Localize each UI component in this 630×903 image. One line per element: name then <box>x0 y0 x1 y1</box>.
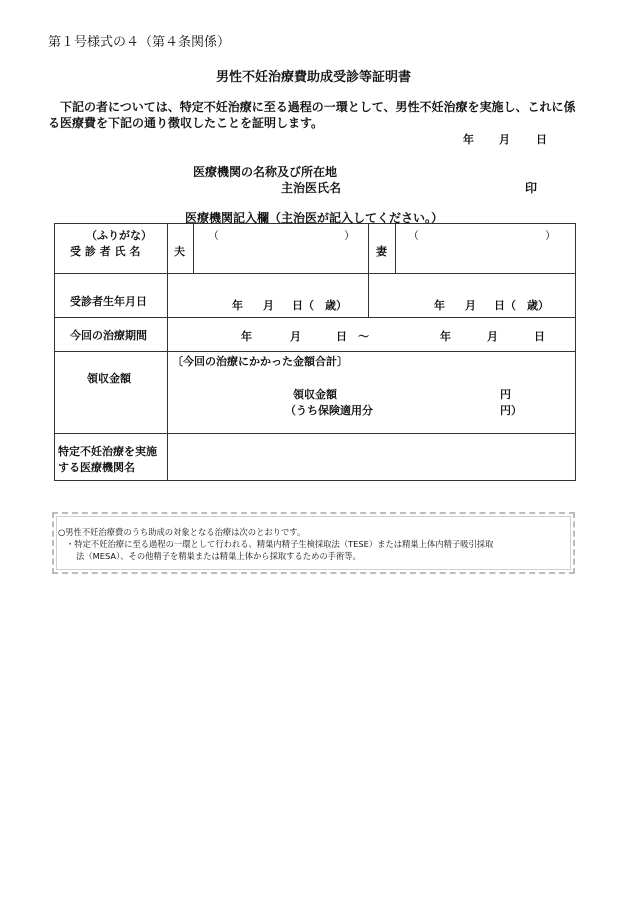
period-start-day-label: 日 <box>336 330 347 343</box>
form-number: 第１号様式の４（第４条関係） <box>48 35 231 50</box>
period-tilde: ～ <box>358 330 369 343</box>
amount-received-yen: 円 <box>500 388 511 401</box>
wife-birth-day-age-label: 日（ 歳） <box>494 299 549 312</box>
wife-birth-year-label: 年 <box>434 299 445 312</box>
table-row-divider <box>54 351 576 352</box>
husband-furigana-close-paren: ） <box>344 229 355 242</box>
table-col-divider <box>368 223 369 317</box>
wife-label: 妻 <box>376 245 387 258</box>
institution-label-line-1: 特定不妊治療を実施 <box>58 445 157 458</box>
intro-line-1: 下記の者については、特定不妊治療に至る過程の一環として、男性不妊治療を実施し、これに係 <box>60 100 576 114</box>
table-border-right <box>575 223 576 480</box>
wife-furigana-open-paren: （ <box>408 229 419 242</box>
husband-birth-day-age-label: 日（ 歳） <box>292 299 347 312</box>
period-end-day-label: 日 <box>534 330 545 343</box>
table-border-bottom <box>54 480 576 481</box>
table-row-divider <box>54 273 576 274</box>
wife-birth-month-label: 月 <box>465 299 476 312</box>
date-day-label: 日 <box>536 133 547 146</box>
husband-furigana-open-paren: （ <box>208 229 219 242</box>
date-month-label: 月 <box>499 133 510 146</box>
period-end-month-label: 月 <box>487 330 498 343</box>
husband-birth-year-label: 年 <box>232 299 243 312</box>
period-start-year-label: 年 <box>241 330 252 343</box>
seal-label: 印 <box>525 181 538 195</box>
note-line-2: ・特定不妊治療に至る過程の一環として行われる、精巣内精子生検採取法（TESE）または精巣上体内精子吸引採取 <box>66 539 494 549</box>
table-col-divider <box>167 223 168 480</box>
date-year-label: 年 <box>463 133 474 146</box>
birthdate-label: 受診者生年月日 <box>70 295 147 308</box>
table-border-left <box>54 223 55 480</box>
patient-name-label: 受 診 者 氏 名 <box>70 245 141 258</box>
table-border-top <box>54 223 576 224</box>
amount-received-label: 領収金額 <box>293 388 337 401</box>
amount-label: 領収金額 <box>87 372 131 385</box>
wife-furigana-close-paren: ） <box>545 229 556 242</box>
institution-label-line-2: する医療機関名 <box>58 461 135 474</box>
furigana-label: （ふりがな） <box>86 229 152 242</box>
amount-insured-label: （うち保険適用分 <box>285 404 373 417</box>
table-row-divider <box>54 433 576 434</box>
period-end-year-label: 年 <box>440 330 451 343</box>
doctor-name-label: 主治医氏名 <box>281 181 342 195</box>
institution-name-address-label: 医療機関の名称及び所在地 <box>193 165 338 179</box>
table-col-divider <box>395 223 396 273</box>
page-title: 男性不妊治療費助成受診等証明書 <box>216 70 412 85</box>
table-caption: 医療機関記入欄（主治医が記入してください。） <box>185 211 444 225</box>
amount-heading: 〔今回の治療にかかった金額合計〕 <box>172 355 348 368</box>
table-col-divider <box>193 223 194 273</box>
table-row-divider <box>54 317 576 318</box>
period-start-month-label: 月 <box>290 330 301 343</box>
intro-line-2: る医療費を下記の通り徴収したことを証明します。 <box>48 116 324 130</box>
note-line-3: 法（MESA）、その他精子を精巣または精巣上体から採取するための手術等。 <box>76 551 361 561</box>
note-line-1: ○男性不妊治療費のうち助成の対象となる治療は次のとおりです。 <box>58 527 306 537</box>
treatment-period-label: 今回の治療期間 <box>70 329 147 342</box>
amount-insured-yen: 円） <box>500 404 522 417</box>
husband-label: 夫 <box>174 245 185 258</box>
husband-birth-month-label: 月 <box>263 299 274 312</box>
